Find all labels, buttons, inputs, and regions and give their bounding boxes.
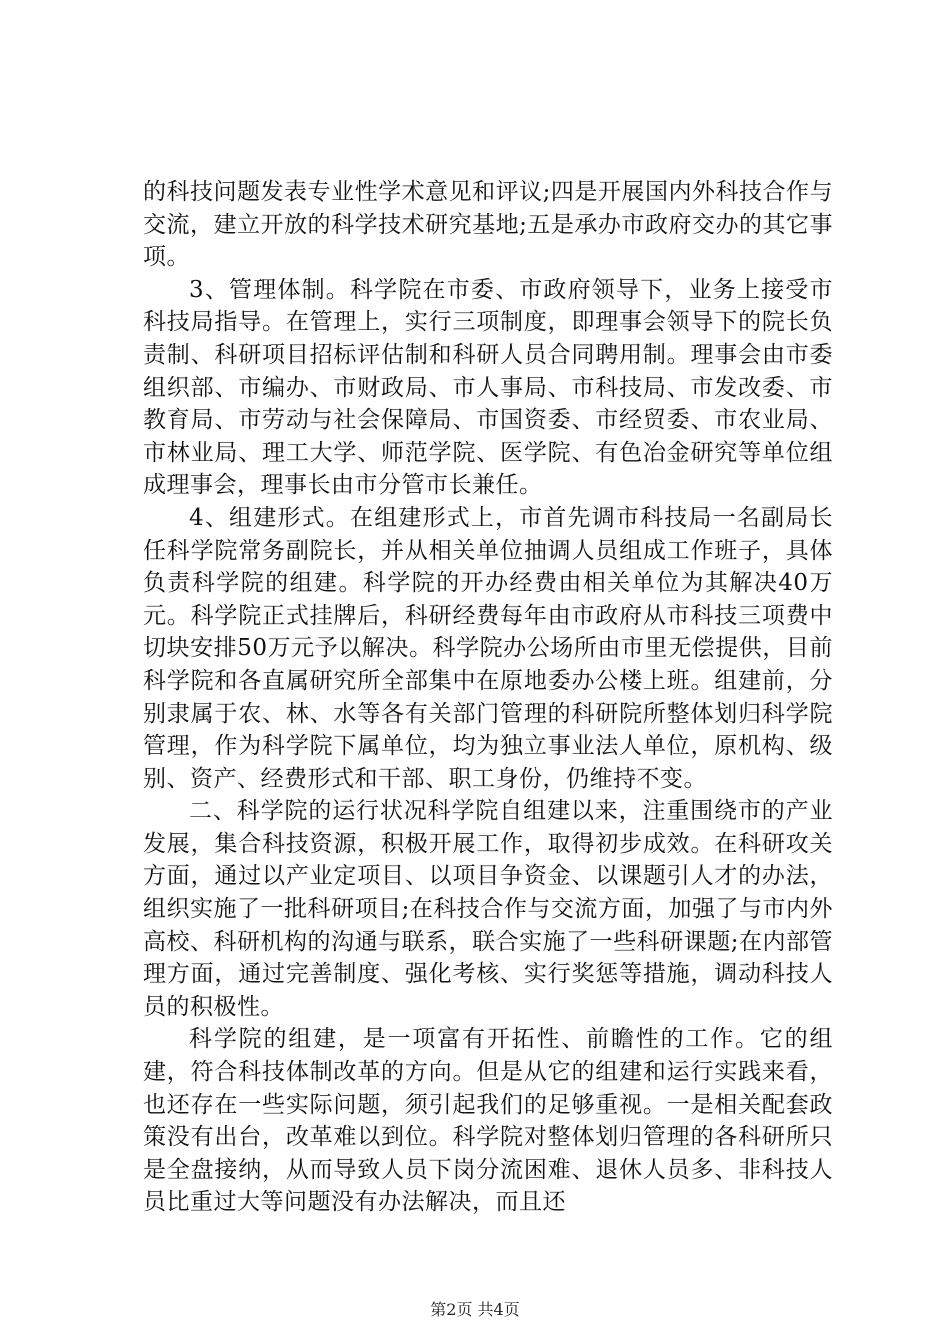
paragraph-continuation: 的科技问题发表专业性学术意见和评议;四是开展国内外科技合作与交流，建立开放的科学技术研究基地;五是承办市政府交办的其它事项。 [143,179,833,271]
page-number-label: 第2页 共4页 [430,1300,520,1319]
paragraph-problems: 科学院的组建，是一项富有开拓性、前瞻性的工作。它的组建，符合科技体制改革的方向。但是从它的组建和运行实践来看，也还存在一些实际问题，须引起我们的足够重视。一是相关配套政策没有出台，改革难以到位。科学院对整体划归管理的各科研所只是全盘接纳，从而导致人员下岗分流困难、退休人员多、非科技人员比重过大等问题没有办法解决，而且还 [143,1026,833,1216]
document-body [143,176,833,1219]
paragraph-organization-form: 4、组建形式。在组建形式上，市首先调市科技局一名副局长任科学院常务副院长，并从相关单位抽调人员组成工作班子，具体负责科学院的组建。科学院的开办经费由相关单位为其解决40万元。科学院正式挂牌后，科研经费每年由市政府从市科技三项费中切块安排50万元予以解决。科学院办公场所由市里无偿提供，目前科学院和各直属研究所全部集中在原地委办公楼上班。组建前，分别隶属于农、林、水等各有关部门管理的科研院所整体划归科学院管理，作为科学院下属单位，均为独立事业法人单位，原机构、级别、资产、经费形式和干部、职工身份，仍维持不变。 [143,504,833,792]
paragraph-operation-status: 二、科学院的运行状况科学院自组建以来，注重围绕市的产业发展，集合科技资源，积极开展工作，取得初步成效。在科研攻关方面，通过以产业定项目、以项目争资金、以课题引人才的办法，组织实施了一批科研项目;在科技合作与交流方面，加强了与市内外高校、科研机构的沟通与联系，联合实施了一些科研课题;在内部管理方面，通过完善制度、强化考核、实行奖惩等措施，调动科技人员的积极性。 [143,798,833,1020]
page-footer [0,1300,950,1320]
paragraph-management-system: 3、管理体制。科学院在市委、市政府领导下，业务上接受市科技局指导。在管理上，实行三项制度，即理事会领导下的院长负责制、科研项目招标评估制和科研人员合同聘用制。理事会由市委组织部、市编办、市财政局、市人事局、市科技局、市发改委、市教育局、市劳动与社会保障局、市国资委、市经贸委、市农业局、市林业局、理工大学、师范学院、医学院、有色冶金研究等单位组成理事会，理事长由市分管市长兼任。 [143,276,833,499]
